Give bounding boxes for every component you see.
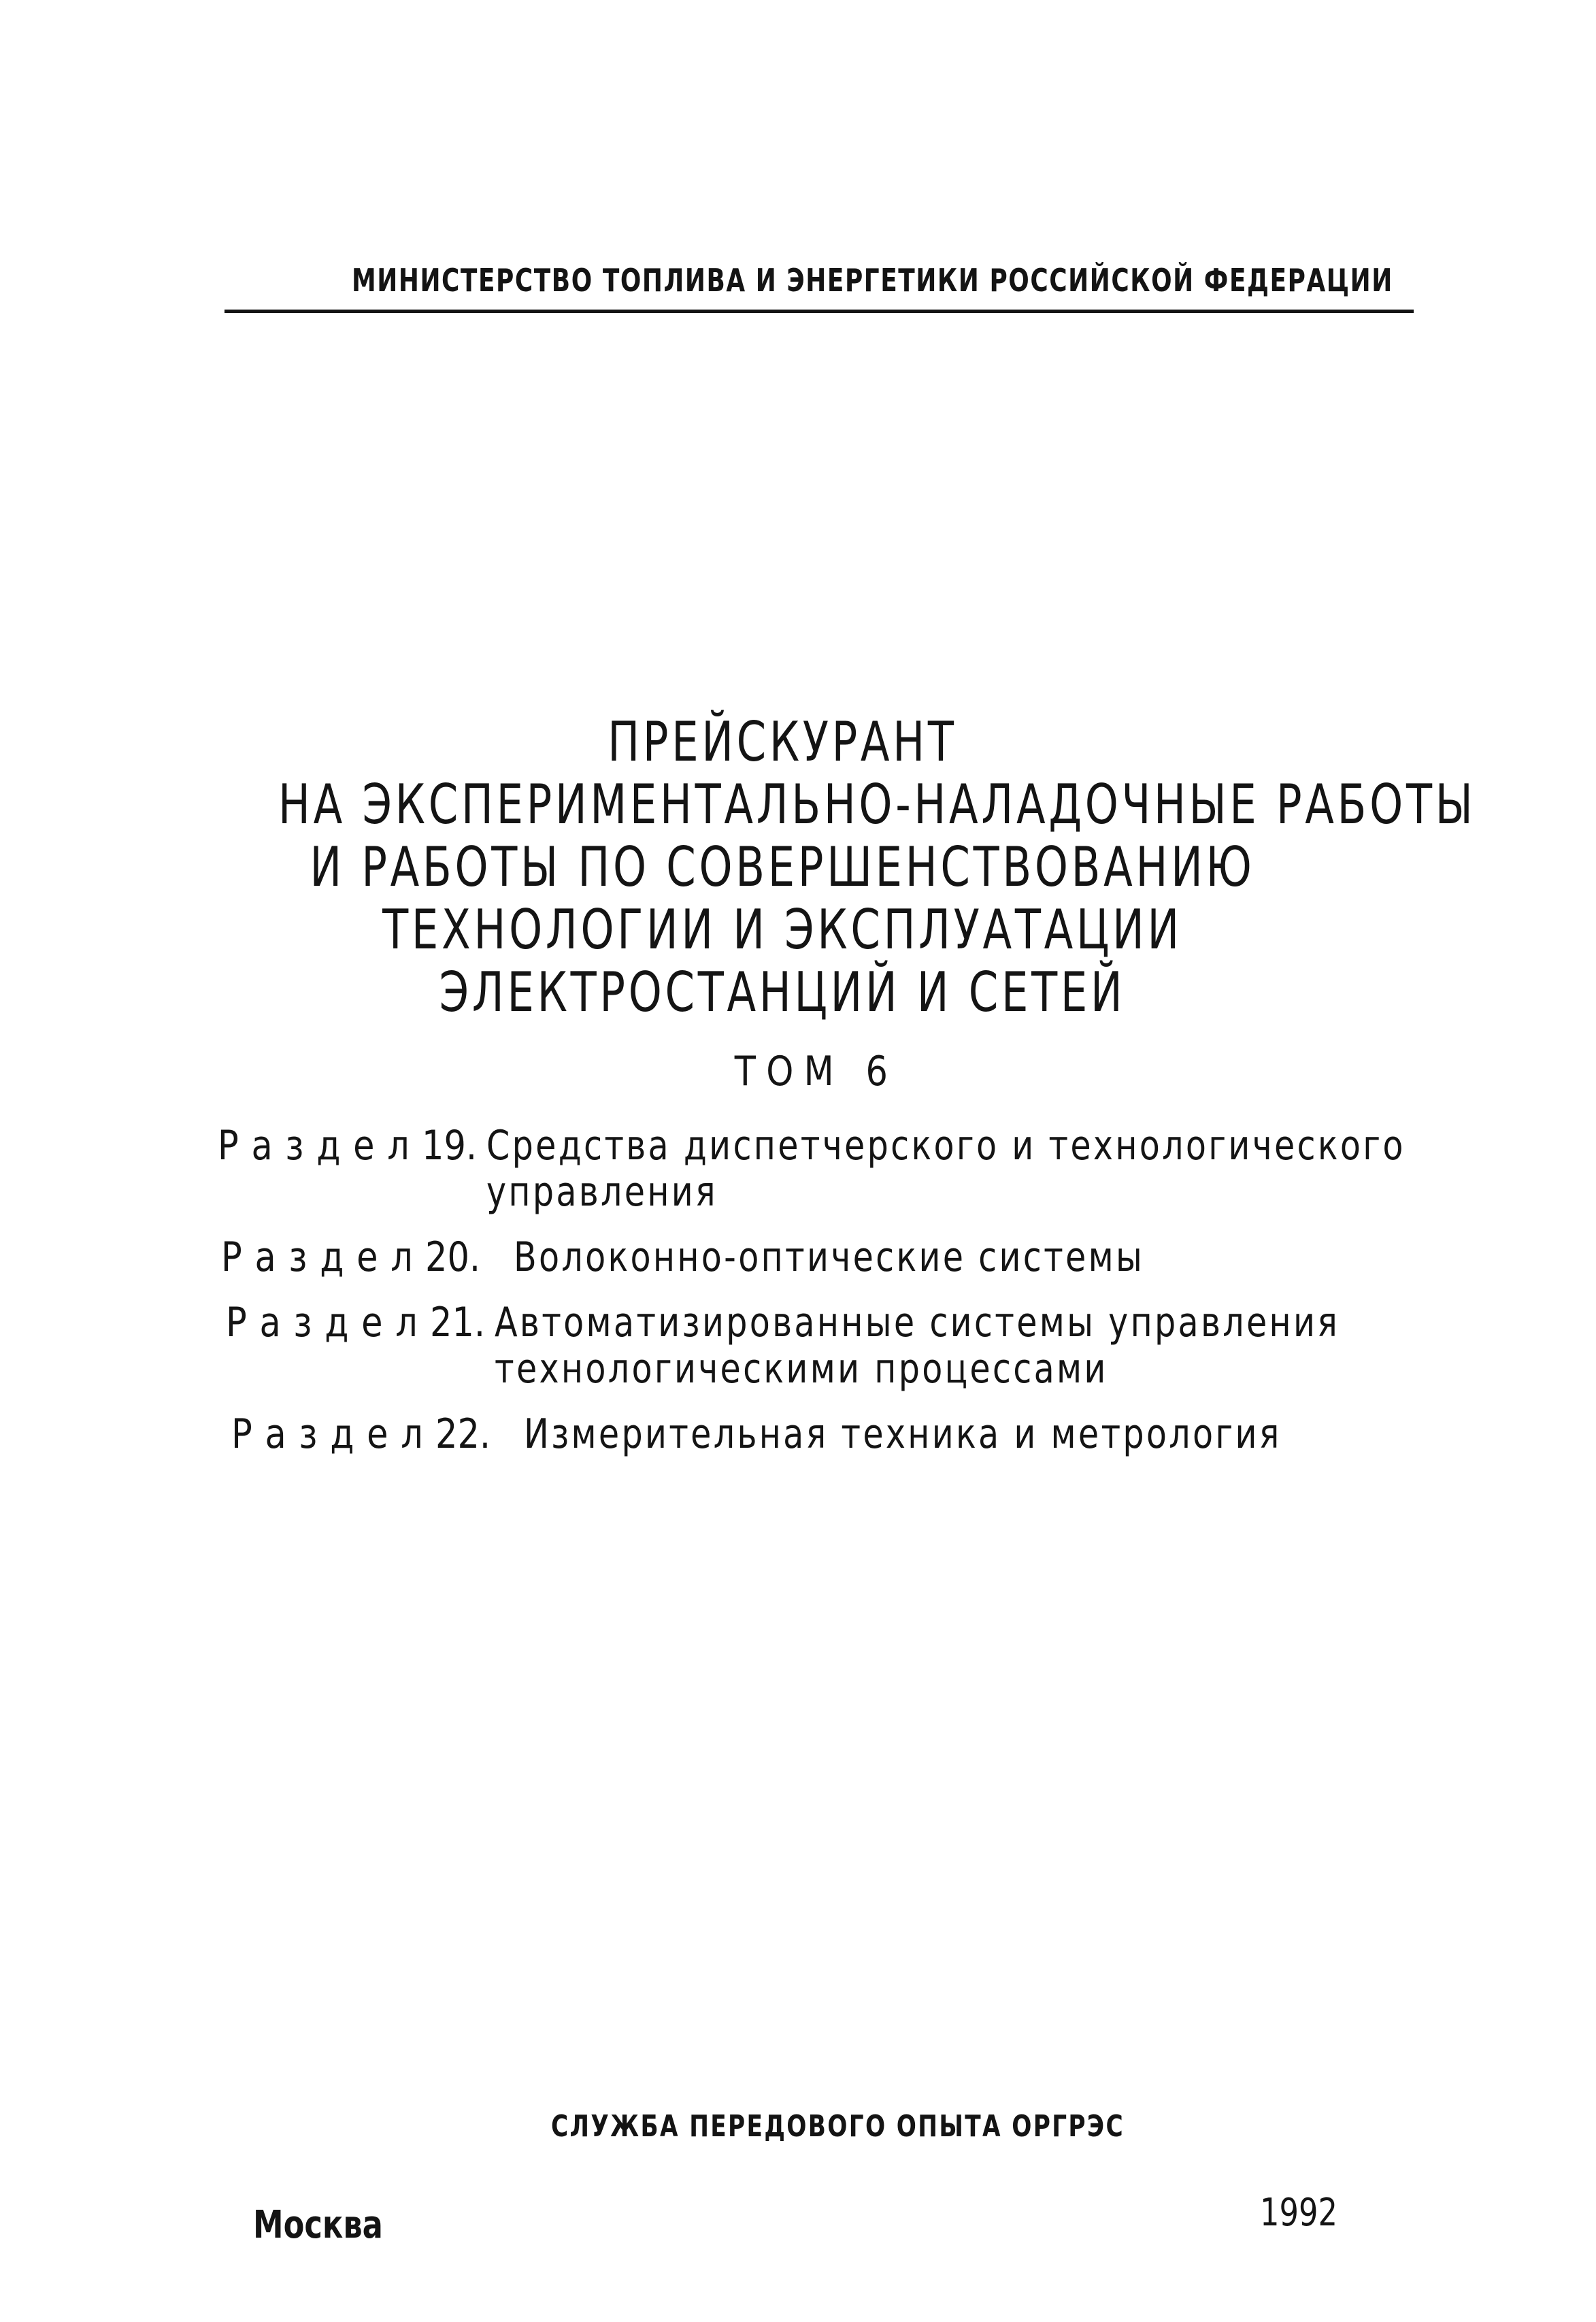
volume-label: ТОМ 6 [734,1048,899,1095]
section-text-line: Измерительная техника и метрология [524,1410,1282,1458]
section-item [218,1123,1497,1215]
ministry-header: МИНИСТЕРСТВО ТОПЛИВА И ЭНЕРГЕТИКИ РОССИЙСКОЙ ФЕДЕРАЦИИ [352,262,1393,299]
section-item [226,1299,1497,1392]
document-title [136,710,1476,1024]
section-text-line: управления [486,1168,718,1216]
section-item [231,1411,1497,1457]
publication-year: 1992 [1260,2191,1338,2235]
title-line: И РАБОТЫ ПО СОВЕРШЕНСТВОВАНИЮ [310,835,1255,899]
section-text-line: Автоматизированные системы управления [495,1299,1340,1346]
section-text-line: Средства диспетчерского и технологического [486,1122,1406,1170]
publication-city: Москва [253,2203,383,2247]
title-line: ПРЕЙСКУРАНТ [608,710,957,774]
header-rule [225,310,1414,313]
section-word: Раздел [231,1410,436,1458]
section-item [221,1234,1497,1280]
section-word: Раздел [221,1233,426,1281]
title-line: ЭЛЕКТРОСТАНЦИЙ И СЕТЕЙ [439,961,1126,1024]
section-word: Раздел [218,1122,422,1170]
section-text-line: технологическими процессами [495,1345,1109,1393]
section-word: Раздел [226,1299,431,1346]
section-text [495,1299,1340,1392]
section-number: 19. [422,1122,478,1170]
sections-list [218,1123,1497,1476]
section-number: 22. [435,1410,491,1458]
section-text [486,1123,1406,1215]
title-line: НА ЭКСПЕРИМЕНТАЛЬНО-НАЛАДОЧНЫЕ РАБОТЫ [278,773,1476,836]
section-number: 20. [425,1233,481,1281]
section-text [524,1411,1322,1457]
publisher-service: СЛУЖБА ПЕРЕДОВОГО ОПЫТА ОРГРЭС [551,2109,1125,2144]
section-text-line: Волоконно-оптические системы [514,1233,1145,1281]
title-line: ТЕХНОЛОГИИ И ЭКСПЛУАТАЦИИ [382,898,1182,961]
section-number: 21. [430,1299,486,1346]
section-text [514,1234,1320,1280]
